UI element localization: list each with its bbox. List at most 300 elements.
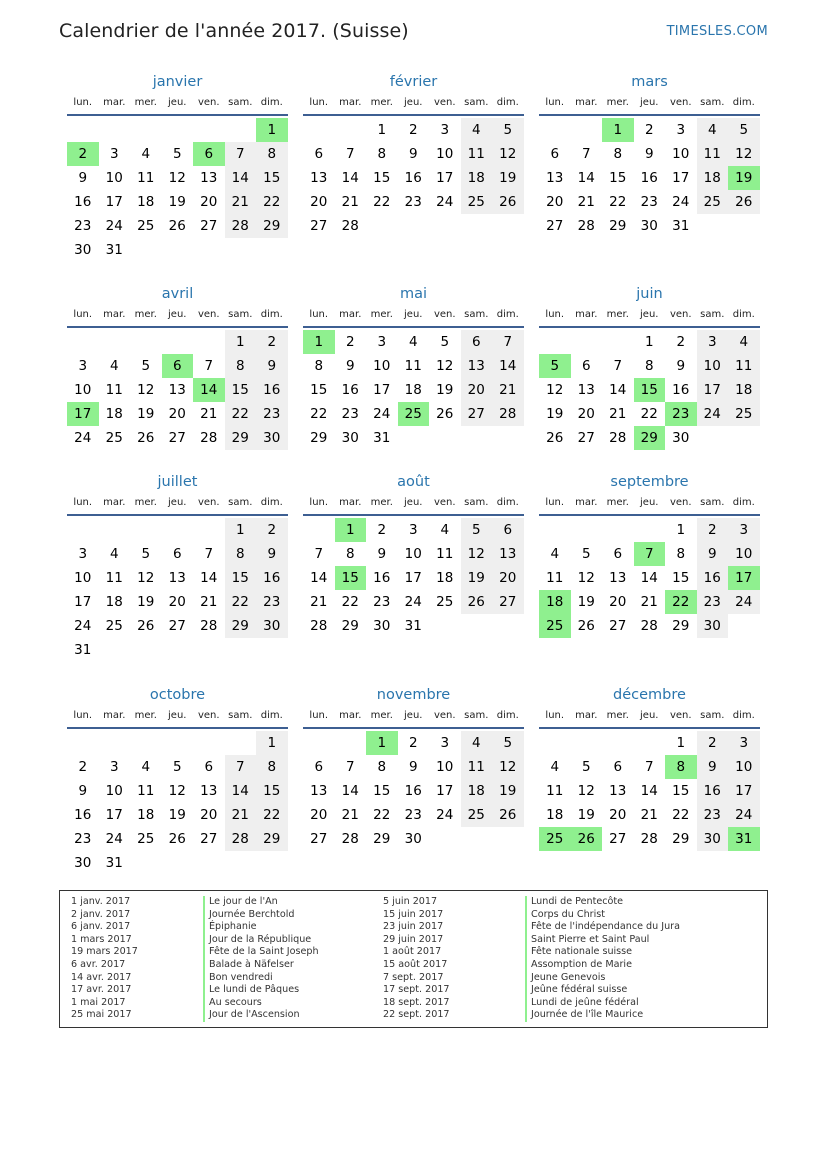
day-cell: 11 [697, 142, 729, 166]
weekday-label: mer. [370, 309, 393, 320]
empty-day [99, 731, 131, 755]
legend-date: 7 sept. 2017 [383, 971, 444, 983]
month-4 [303, 282, 524, 450]
day-cell: 5 [581, 759, 591, 775]
month-name: novembre [376, 687, 451, 703]
weekday-header [67, 709, 288, 727]
empty-day [728, 614, 760, 638]
day-cell: 15 [225, 566, 257, 590]
weekday-label: lun. [309, 710, 329, 721]
day-cell: 4 [697, 118, 729, 142]
day-cell: 9 [697, 755, 729, 779]
day-cell: 7 [345, 146, 355, 162]
day-cell: 29 [256, 827, 288, 851]
day-cell: 3 [676, 122, 686, 138]
day-cell: 22 [373, 194, 391, 210]
day-cell: 29 [672, 831, 690, 847]
day-cell: 29 [609, 218, 627, 234]
day-cell: 29 [341, 618, 359, 634]
weekday-label: dim. [732, 97, 755, 108]
day-cell: 27 [546, 218, 564, 234]
day-cell: 20 [168, 594, 186, 610]
weekday-label: ven. [433, 710, 456, 721]
day-cell: 8 [225, 542, 257, 566]
day-cell: 6 [193, 142, 225, 166]
month-10 [303, 683, 524, 851]
month-3 [67, 282, 288, 450]
day-cell: 1 [366, 731, 398, 755]
week-row [539, 166, 760, 190]
day-cell: 21 [225, 803, 257, 827]
week-row [303, 566, 524, 590]
legend-date: 1 mai 2017 [71, 996, 126, 1008]
day-cell: 21 [341, 194, 359, 210]
empty-day [303, 118, 335, 142]
weekday-label: mar. [339, 97, 362, 108]
day-cell: 14 [193, 378, 225, 402]
day-cell: 23 [640, 194, 658, 210]
empty-day [193, 330, 225, 354]
day-cell: 12 [168, 170, 186, 186]
day-cell: 8 [613, 146, 623, 162]
day-cell: 20 [609, 594, 627, 610]
month-1 [303, 70, 524, 238]
day-cell: 14 [341, 170, 359, 186]
empty-day [728, 214, 760, 238]
day-cell: 6 [613, 759, 623, 775]
legend-holiday-name: Fête de l'indépendance du Jura [525, 921, 680, 934]
day-cell: 18 [461, 779, 493, 803]
day-cell: 15 [672, 570, 690, 586]
empty-day [99, 518, 131, 542]
day-cell: 23 [404, 194, 422, 210]
week-row [539, 354, 760, 378]
empty-day [634, 731, 666, 755]
empty-day [162, 731, 194, 755]
day-cell: 6 [581, 358, 591, 374]
month-8 [539, 470, 760, 638]
day-cell: 2 [256, 330, 288, 354]
day-cell: 9 [345, 358, 355, 374]
weekday-label: lun. [73, 710, 93, 721]
day-cell: 19 [137, 594, 155, 610]
day-cell: 28 [225, 214, 257, 238]
day-cell: 21 [225, 190, 257, 214]
weekday-label: mar. [339, 497, 362, 508]
empty-day [162, 330, 194, 354]
day-cell: 20 [310, 807, 328, 823]
day-cell: 8 [225, 354, 257, 378]
day-cell: 13 [609, 570, 627, 586]
empty-day [162, 638, 194, 662]
day-cell: 18 [404, 382, 422, 398]
day-cell: 12 [168, 783, 186, 799]
weekday-label: jeu. [404, 710, 423, 721]
month-9 [67, 683, 288, 875]
day-cell: 14 [577, 170, 595, 186]
weekday-label: sam. [464, 710, 489, 721]
week-row [67, 330, 288, 354]
weekday-label: lun. [545, 97, 565, 108]
day-cell: 13 [461, 354, 493, 378]
day-cell: 7 [314, 546, 324, 562]
weekday-label: jeu. [404, 497, 423, 508]
day-cell: 1 [644, 334, 654, 350]
day-cell: 8 [256, 755, 288, 779]
weekday-label: sam. [700, 497, 725, 508]
day-cell: 10 [697, 354, 729, 378]
empty-day [697, 214, 729, 238]
week-row [67, 779, 288, 803]
day-cell: 4 [440, 522, 450, 538]
empty-day [602, 330, 634, 354]
empty-day [539, 118, 571, 142]
day-cell: 28 [609, 430, 627, 446]
day-cell: 2 [256, 518, 288, 542]
day-cell: 28 [341, 831, 359, 847]
day-cell: 11 [461, 142, 493, 166]
day-cell: 14 [341, 783, 359, 799]
day-cell: 1 [676, 522, 686, 538]
weekday-label: mar. [575, 497, 598, 508]
month-name: janvier [152, 74, 203, 90]
day-cell: 8 [665, 755, 697, 779]
day-cell: 6 [204, 759, 214, 775]
day-cell: 24 [105, 831, 123, 847]
legend-holiday-name: Assomption de Marie [525, 959, 680, 972]
day-cell: 21 [200, 594, 218, 610]
week-row [303, 214, 524, 238]
day-cell: 19 [577, 594, 595, 610]
day-cell: 16 [373, 570, 391, 586]
day-cell: 13 [168, 570, 186, 586]
weekday-label: dim. [732, 497, 755, 508]
week-row [303, 827, 524, 851]
day-cell: 14 [225, 166, 257, 190]
day-cell: 25 [539, 614, 571, 638]
legend-dates-column [71, 896, 138, 1022]
week-row [303, 614, 524, 638]
day-cell: 23 [74, 218, 92, 234]
day-cell: 16 [74, 807, 92, 823]
day-cell: 25 [137, 218, 155, 234]
day-cell: 12 [137, 570, 155, 586]
day-cell: 2 [697, 731, 729, 755]
day-cell: 16 [404, 783, 422, 799]
month-name: avril [161, 286, 194, 302]
week-row [67, 238, 288, 262]
day-cell: 16 [404, 170, 422, 186]
day-cell: 4 [141, 759, 151, 775]
day-cell: 30 [74, 242, 92, 258]
weekday-header [539, 96, 760, 114]
day-cell: 26 [492, 190, 524, 214]
empty-day [99, 638, 131, 662]
day-cell: 18 [461, 166, 493, 190]
empty-day [461, 614, 493, 638]
week-row [67, 566, 288, 590]
legend-date: 22 sept. 2017 [383, 1009, 450, 1021]
empty-day [130, 238, 162, 262]
week-row [67, 542, 288, 566]
legend-holiday-name: Bon vendredi [203, 972, 319, 985]
day-cell: 8 [377, 146, 387, 162]
day-cell: 20 [546, 194, 564, 210]
header-rule [67, 514, 288, 516]
day-cell: 6 [461, 330, 493, 354]
week-row [303, 518, 524, 542]
day-cell: 30 [640, 218, 658, 234]
weekday-label: lun. [545, 309, 565, 320]
day-cell: 22 [310, 406, 328, 422]
weekday-header [303, 96, 524, 114]
day-cell: 17 [436, 783, 454, 799]
header-rule [303, 326, 524, 328]
day-cell: 2 [676, 334, 686, 350]
week-row [303, 590, 524, 614]
day-cell: 21 [341, 807, 359, 823]
month-name: février [389, 74, 438, 90]
legend-names-column [525, 896, 680, 1022]
day-cell: 12 [577, 570, 595, 586]
empty-day [130, 731, 162, 755]
day-cell: 10 [74, 382, 92, 398]
legend-date: 29 juin 2017 [383, 933, 444, 945]
weekday-label: dim. [732, 710, 755, 721]
weekday-label: sam. [228, 497, 253, 508]
day-cell: 10 [436, 759, 454, 775]
day-cell: 12 [492, 755, 524, 779]
day-cell: 16 [640, 170, 658, 186]
weekday-label: mar. [339, 710, 362, 721]
weekday-label: lun. [309, 497, 329, 508]
legend-date: 1 août 2017 [383, 946, 442, 958]
week-row [539, 803, 760, 827]
legend-date: 23 juin 2017 [383, 921, 444, 933]
header-rule [67, 114, 288, 116]
day-cell: 29 [310, 430, 328, 446]
month-name: mars [631, 74, 668, 90]
day-cell: 26 [137, 430, 155, 446]
weekday-label: jeu. [168, 710, 187, 721]
header-rule [539, 114, 760, 116]
day-cell: 1 [225, 518, 257, 542]
weekday-label: sam. [464, 97, 489, 108]
day-cell: 14 [640, 570, 658, 586]
day-cell: 30 [373, 618, 391, 634]
day-cell: 17 [404, 570, 422, 586]
day-cell: 7 [644, 759, 654, 775]
day-cell: 2 [377, 522, 387, 538]
day-cell: 26 [168, 831, 186, 847]
day-cell: 31 [373, 430, 391, 446]
empty-day [130, 518, 162, 542]
week-row [539, 214, 760, 238]
day-cell: 21 [640, 594, 658, 610]
day-cell: 23 [697, 590, 729, 614]
day-cell: 9 [408, 146, 418, 162]
week-row [539, 827, 760, 851]
day-cell: 11 [436, 546, 454, 562]
day-cell: 18 [697, 166, 729, 190]
day-cell: 3 [728, 731, 760, 755]
day-cell: 10 [105, 783, 123, 799]
day-cell: 22 [256, 190, 288, 214]
day-cell: 26 [168, 218, 186, 234]
weekday-label: mer. [134, 309, 157, 320]
legend-holiday-name: Le jour de l'An [203, 896, 319, 909]
weekday-label: mar. [339, 309, 362, 320]
day-cell: 1 [602, 118, 634, 142]
day-cell: 2 [67, 142, 99, 166]
day-cell: 18 [137, 807, 155, 823]
day-cell: 22 [225, 402, 257, 426]
legend-date: 17 avr. 2017 [71, 984, 132, 996]
day-cell: 12 [728, 142, 760, 166]
month-name: août [397, 474, 430, 490]
day-cell: 10 [728, 755, 760, 779]
day-cell: 1 [256, 731, 288, 755]
day-cell: 30 [697, 827, 729, 851]
day-cell: 27 [461, 402, 493, 426]
day-cell: 24 [373, 406, 391, 422]
empty-day [162, 518, 194, 542]
weekday-header [67, 96, 288, 114]
day-cell: 7 [225, 142, 257, 166]
day-cell: 15 [310, 382, 328, 398]
day-cell: 7 [613, 358, 623, 374]
day-cell: 14 [609, 382, 627, 398]
day-cell: 6 [492, 518, 524, 542]
day-cell: 23 [74, 831, 92, 847]
weekday-label: jeu. [168, 97, 187, 108]
day-cell: 5 [141, 358, 151, 374]
day-cell: 16 [697, 566, 729, 590]
day-cell: 19 [168, 194, 186, 210]
weekday-label: mer. [370, 710, 393, 721]
day-cell: 9 [78, 170, 88, 186]
day-cell: 4 [728, 330, 760, 354]
day-cell: 22 [672, 807, 690, 823]
empty-day [256, 851, 288, 875]
day-cell: 22 [609, 194, 627, 210]
day-cell: 6 [613, 546, 623, 562]
day-cell: 5 [172, 759, 182, 775]
weekday-label: ven. [197, 497, 220, 508]
weekday-header [303, 496, 524, 514]
day-cell: 7 [345, 759, 355, 775]
holiday-legend [59, 890, 768, 1028]
day-cell: 17 [105, 807, 123, 823]
day-cell: 29 [373, 831, 391, 847]
day-cell: 3 [109, 759, 119, 775]
legend-holiday-name: Jour de l'Ascension [203, 1009, 319, 1022]
week-row [67, 731, 288, 755]
day-cell: 13 [168, 382, 186, 398]
day-cell: 19 [461, 566, 493, 590]
header-rule [67, 326, 288, 328]
day-cell: 13 [609, 783, 627, 799]
day-cell: 27 [609, 618, 627, 634]
empty-day [130, 638, 162, 662]
legend-holiday-name: Au secours [203, 997, 319, 1010]
day-cell: 29 [225, 426, 257, 450]
day-cell: 18 [137, 194, 155, 210]
month-name: octobre [149, 687, 206, 703]
day-cell: 5 [141, 546, 151, 562]
day-cell: 12 [461, 542, 493, 566]
empty-day [67, 118, 99, 142]
day-cell: 13 [492, 542, 524, 566]
day-cell: 15 [373, 170, 391, 186]
week-row [67, 614, 288, 638]
day-cell: 27 [168, 618, 186, 634]
week-row [67, 851, 288, 875]
legend-date: 17 sept. 2017 [383, 984, 450, 996]
week-row [303, 426, 524, 450]
day-cell: 7 [634, 542, 666, 566]
day-cell: 15 [672, 783, 690, 799]
day-cell: 1 [377, 122, 387, 138]
day-cell: 3 [78, 358, 88, 374]
day-cell: 20 [168, 406, 186, 422]
day-cell: 17 [105, 194, 123, 210]
day-cell: 30 [404, 831, 422, 847]
day-cell: 21 [640, 807, 658, 823]
empty-day [571, 518, 603, 542]
day-cell: 3 [440, 735, 450, 751]
day-cell: 12 [577, 783, 595, 799]
day-cell: 27 [200, 218, 218, 234]
day-cell: 14 [225, 779, 257, 803]
day-cell: 1 [676, 735, 686, 751]
day-cell: 28 [640, 618, 658, 634]
day-cell: 15 [256, 166, 288, 190]
day-cell: 28 [310, 618, 328, 634]
day-cell: 4 [461, 731, 493, 755]
legend-holiday-name: Fête nationale suisse [525, 946, 680, 959]
weekday-label: jeu. [640, 97, 659, 108]
day-cell: 24 [672, 194, 690, 210]
empty-day [193, 638, 225, 662]
weekday-label: ven. [197, 309, 220, 320]
day-cell: 24 [74, 430, 92, 446]
day-cell: 5 [492, 118, 524, 142]
day-cell: 8 [345, 546, 355, 562]
legend-date: 1 mars 2017 [71, 933, 132, 945]
weekday-label: mar. [103, 97, 126, 108]
week-row [303, 330, 524, 354]
day-cell: 2 [78, 759, 88, 775]
day-cell: 2 [408, 122, 418, 138]
day-cell: 10 [672, 146, 690, 162]
week-row [303, 542, 524, 566]
legend-holiday-name: Jeûne fédéral suisse [525, 984, 680, 997]
weekday-label: ven. [669, 497, 692, 508]
day-cell: 7 [492, 330, 524, 354]
month-11 [539, 683, 760, 851]
day-cell: 20 [461, 378, 493, 402]
day-cell: 3 [109, 146, 119, 162]
legend-date: 18 sept. 2017 [383, 996, 450, 1008]
day-cell: 21 [200, 406, 218, 422]
weekday-label: mer. [606, 710, 629, 721]
day-cell: 14 [310, 570, 328, 586]
weekday-label: sam. [464, 309, 489, 320]
site-link[interactable]: TIMESLES.COM [666, 24, 768, 39]
day-cell: 16 [256, 566, 288, 590]
week-row [539, 731, 760, 755]
